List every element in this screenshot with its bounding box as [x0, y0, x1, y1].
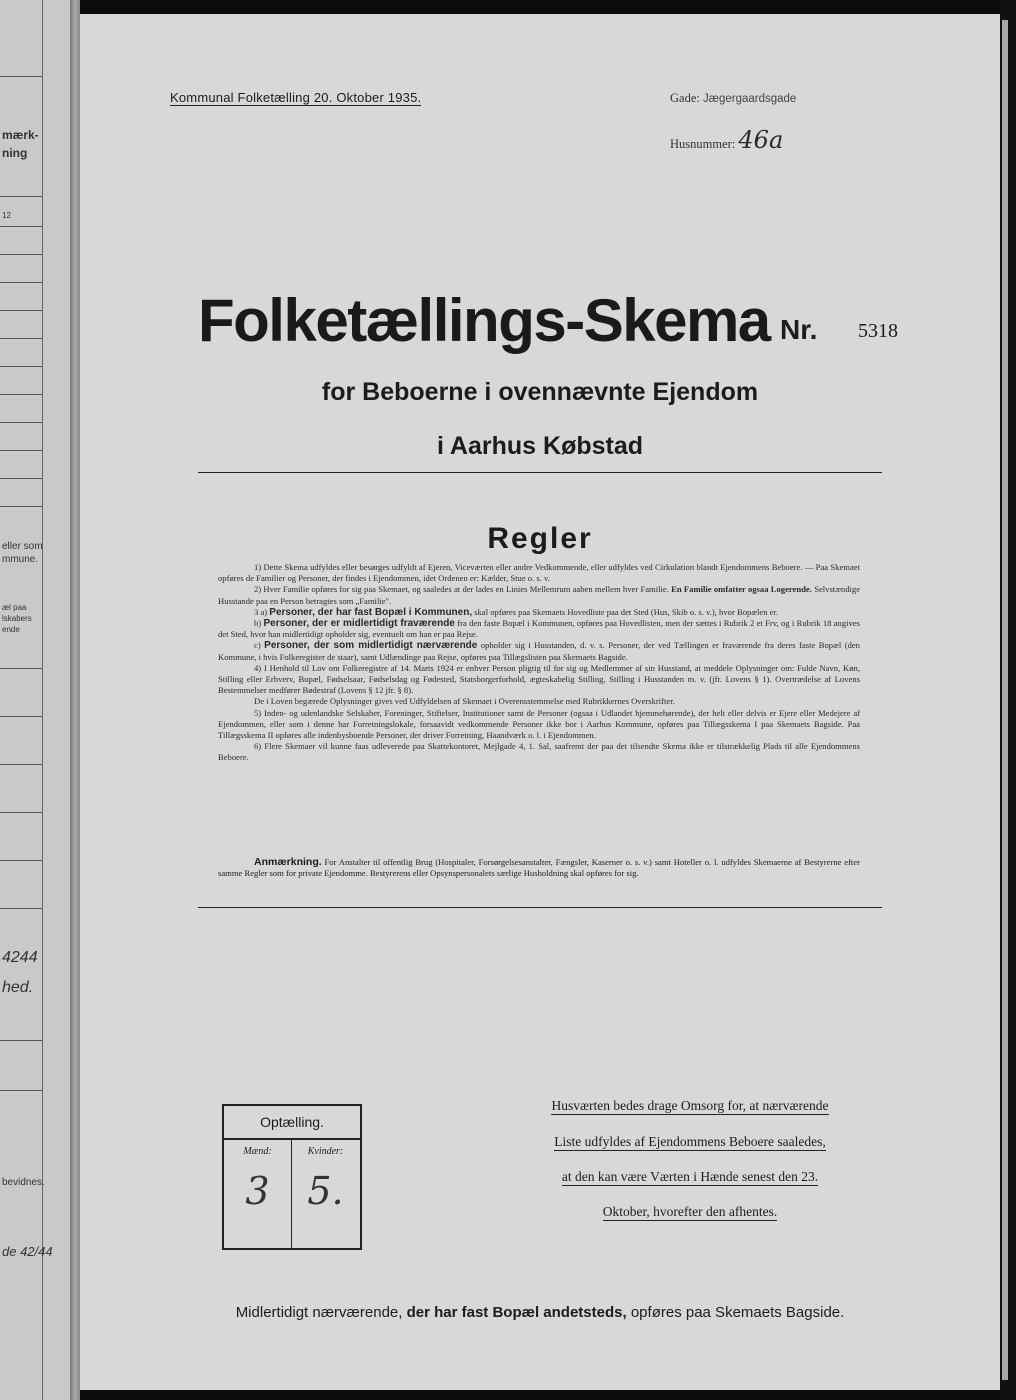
- footer-note: Midlertidigt nærværende, der har fast Bopæl andetsteds, opføres paa Skemaets Bagside.: [235, 1304, 845, 1321]
- adjacent-rule: [0, 338, 42, 339]
- adjacent-text: lskabers: [2, 614, 32, 623]
- count-box-title: Optælling.: [224, 1106, 360, 1140]
- adjacent-rule: [0, 1090, 42, 1091]
- divider: [198, 472, 882, 473]
- adjacent-rule: [0, 716, 42, 717]
- adjacent-rule: [0, 310, 42, 311]
- adjacent-rule: [0, 196, 42, 197]
- page-edge-strip: [1002, 20, 1008, 1380]
- adjacent-rule: [0, 254, 42, 255]
- form-subtitle: for Beboerne i ovennævnte Ejendom: [321, 378, 759, 406]
- rule-5: 5) Inden- og udenlandske Selskaber, Foreninger, Stiftelser, Institutioner samt de Personer (ogsaa i Udlandet hjemmehørende), der helt eller delvis er Ejere eller Medejere af Ejendommen, eller som i denne har Forretningslokale, forsaavidt vedkommende Personer ikke bor i Aarhus Kommune, opføres paa Tillægsskema I paa Skemaets Bagside. Paa Tillægsskema II opføres alle indenbysboende Personer, der driver Forretning, Haandværk o. l. i Ejendommen.: [218, 707, 860, 741]
- adjacent-rule: [0, 76, 42, 77]
- adjacent-text: ning: [2, 146, 28, 160]
- adjacent-rule: [0, 394, 42, 395]
- adjacent-text: ende: [2, 625, 20, 634]
- form-subtitle-city: i Aarhus Købstad: [436, 432, 644, 460]
- adjacent-page-border: [42, 0, 43, 1400]
- rules-heading: Regler: [487, 522, 593, 555]
- adjacent-rule: [0, 764, 42, 765]
- notice-line-2: Liste udfyldes af Ejendommens Beboere saaledes,: [554, 1134, 826, 1149]
- house-number-field: [670, 126, 783, 154]
- street-value: Jægergaardsgade: [702, 93, 797, 105]
- men-column: [224, 1138, 292, 1248]
- adjacent-rule: [0, 1040, 42, 1041]
- women-label: Kvinder:: [307, 1146, 344, 1157]
- adjacent-rule: [0, 812, 42, 813]
- adjacent-rule: [0, 478, 42, 479]
- adjacent-rule: [0, 908, 42, 909]
- adjacent-rule: [0, 668, 42, 669]
- notice-line-1: Husværten bedes drage Omsorg for, at nærværende: [551, 1098, 829, 1113]
- rule-3c: c) Personer, der som midlertidigt nærværende opholder sig i Husstanden, d. v. s. Personer, der ved Tællingen er fraværende fra deres faste Bopæl (den Kommune, i hvis Folkeregister de staar), samt Udlændinge paa Rejse, opføres paa Tillægslisten paa Skemaets Bagside.: [218, 640, 860, 662]
- adjacent-handwriting: de 42/44: [2, 1244, 53, 1259]
- census-header: Kommunal Folketælling 20. Oktober 1935.: [170, 90, 422, 105]
- adjacent-page-fragment: [0, 0, 70, 1400]
- house-number-label: Husnummer:: [670, 137, 736, 151]
- women-count: 5.: [307, 1169, 344, 1213]
- men-label: Mænd:: [243, 1146, 272, 1157]
- rule-2: 2) Hver Familie opføres for sig paa Skemaet, og saaledes at der lades en Linies Mellemrum aaben mellem hver Familie. En Familie omfatter ogsaa Logerende. Selvstændige Husstande paa en Person betragtes som „Familie".: [218, 584, 861, 606]
- women-column: [292, 1138, 359, 1248]
- adjacent-rule: [0, 422, 42, 423]
- adjacent-text: 12: [2, 211, 11, 220]
- count-box: [222, 1104, 362, 1250]
- notice-line-4: Oktober, hvorefter den afhentes.: [602, 1204, 778, 1219]
- adjacent-rule: [0, 366, 42, 367]
- rule-3a: 3 a) Personer, der har fast Bopæl i Kommunen, skal opføres paa Skemaets Hovedliste paa det Sted (Hus, Skib o. s. v.), hvor Bopælen er.: [254, 606, 779, 618]
- notice-line-3: at den kan være Værten i Hænde senest den 23.: [561, 1169, 819, 1184]
- rule-4b: De i Loven begærede Oplysninger gives ved Udfyldelsen af Skemaet i Overensstemmelse med Rubrikkernes Overskrifter.: [254, 696, 675, 707]
- street-label: Gade:: [670, 91, 700, 105]
- form-number-value: 5318: [858, 320, 898, 342]
- men-count: 3: [245, 1169, 270, 1213]
- adjacent-handwriting: 4244: [2, 949, 38, 966]
- census-form-page: [80, 14, 1000, 1390]
- adjacent-text: bevidnes.: [2, 1177, 45, 1188]
- adjacent-text: mmune.: [2, 554, 39, 565]
- form-title: Folketællings-Skema: [198, 287, 770, 354]
- adjacent-text: mærk-: [2, 128, 39, 142]
- divider: [198, 907, 882, 908]
- rules-text: [218, 562, 860, 764]
- annotation-text: For Anstalter til offentlig Brug (Hospitaler, Forsørgelsesanstalter, Fængsler, Kaserner o. s. v.) samt Hoteller o. l. udfyldes Skemaerne af Bestyrerne efter samme Regler som for private Ejendomme. Bestyrerens eller Opsynspersonalets særlige Husholdning skal opføres for sig.: [218, 857, 861, 879]
- right-page-edge: [1000, 0, 1016, 1400]
- book-gutter: [70, 0, 80, 1400]
- house-number-value: 46a: [738, 126, 784, 154]
- adjacent-rule: [0, 506, 42, 507]
- adjacent-handwriting: hed.: [2, 979, 34, 996]
- adjacent-rule: [0, 860, 42, 861]
- rule-6: 6) Flere Skemaer vil kunne faas udleverede paa Skattekontoret, Mejlgade 4, 1. Sal, saafremt der paa det tilsendte Skema ikke er tilstrækkelig Plads til alle Ejendommens Beboere.: [218, 741, 860, 763]
- rule-4: 4) I Henhold til Lov om Folkeregistre af 14. Marts 1924 er enhver Person pligtig til for sig og Medlemmer af sin Husstand, at meddele Oplysninger om: Fulde Navn, Køn, Stilling eller Erhverv, Bopæl, Fødselsaar, Fødselsdag og Fødested, Statsborgerforhold, ægteskabelig Stilling, Stilling i Husstanden m. v. (jfr. Lovens § 1). Overtrædelse af Lovens Bestemmelser medfører Bødestraf (Lovens § 12 jfr. § 8).: [218, 662, 860, 696]
- adjacent-text: eller som: [2, 541, 43, 552]
- rule-1: 1) Dette Skema udfyldes eller besørges udfyldt af Ejeren, Viceværten eller andre Vedkommende, eller udfyldes ved Cirkulation blandt Ejendommens Beboere. — Paa Skemaet opføres de Familier og Personer, der findes i Ejendommen, idet Ordenen er: Kælder, Stue o. s. v.: [218, 562, 860, 584]
- annotation-note: [218, 857, 860, 879]
- form-number-label: Nr.: [780, 314, 818, 345]
- adjacent-rule: [0, 226, 42, 227]
- adjacent-text: æl paa: [2, 603, 27, 612]
- rule-3b: b) Personer, der er midlertidigt fraværende fra den faste Bopæl i Kommunen, opføres paa Hovedlisten, men der sættes i Rubrik 2 et Frv, og i Rubrik 18 angives det Sted, hvor han midlertidigt opholder sig, eventuelt om han er paa Rejse.: [218, 618, 861, 640]
- adjacent-rule: [0, 282, 42, 283]
- adjacent-rule: [0, 450, 42, 451]
- annotation-label: Anmærkning.: [254, 856, 322, 868]
- street-field: [670, 91, 796, 106]
